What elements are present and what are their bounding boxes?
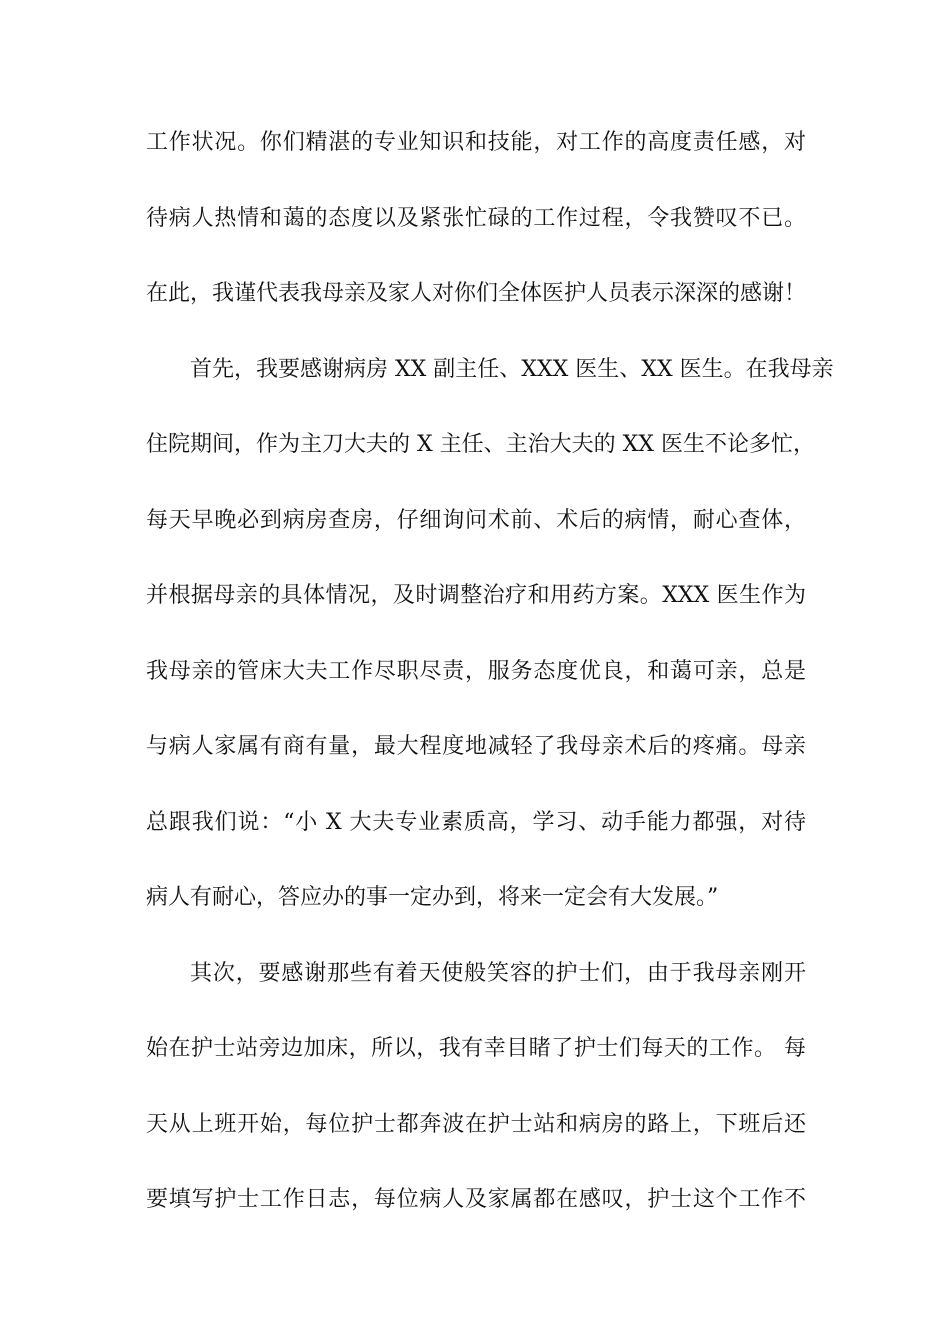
- text-line: 始在护士站旁边加床，所以，我有幸目睹了护士们每天的工作。 每: [146, 1036, 806, 1061]
- text-line: 待病人热情和蔼的态度以及紧张忙碌的工作过程，令我赞叹不已。: [146, 205, 806, 231]
- text-line: 病人有耐心，答应办的事一定办到，将来一定会有大发展。”: [146, 885, 719, 910]
- body-text: [146, 130, 834, 1263]
- text-line: 天从上班开始，每位护士都奔波在护士站和病房的路上，下班后还: [146, 1111, 806, 1137]
- paragraph-start-line: 其次，要感谢那些有着天使般笑容的护士们，由于我母亲刚开: [190, 960, 806, 986]
- text-line: 要填写护士工作日志，每位病人及家属都在感叹，护士这个工作不: [146, 1187, 806, 1212]
- text-line: 住院期间，作为主刀大夫的 X 主任、主治大夫的 XX 医生不论多忙，: [146, 432, 815, 457]
- text-line: 我母亲的管床大夫工作尽职尽责，服务态度优良，和蔼可亲，总是: [146, 658, 806, 684]
- text-line: 每天早晚必到病房查房，仔细询问术前、术后的病情，耐心查体，: [146, 507, 806, 533]
- text-line: 在此，我谨代表我母亲及家人对你们全体医护人员表示深深的感谢！: [146, 281, 807, 306]
- text-line: 总跟我们说：“小 X 大夫专业素质高，学习、动手能力都强，对待: [146, 809, 806, 835]
- paragraph-start-line: 首先，我要感谢病房 XX 副主任、XXX 医生、XX 医生。在我母亲: [190, 356, 834, 382]
- text-line: 与病人家属有商有量，最大程度地减轻了我母亲术后的疼痛。母亲: [146, 734, 806, 759]
- text-line: 工作状况。你们精湛的专业知识和技能，对工作的高度责任感，对: [146, 130, 806, 155]
- text-line: 并根据母亲的具体情况，及时调整治疗和用药方案。XXX 医生作为: [146, 583, 806, 608]
